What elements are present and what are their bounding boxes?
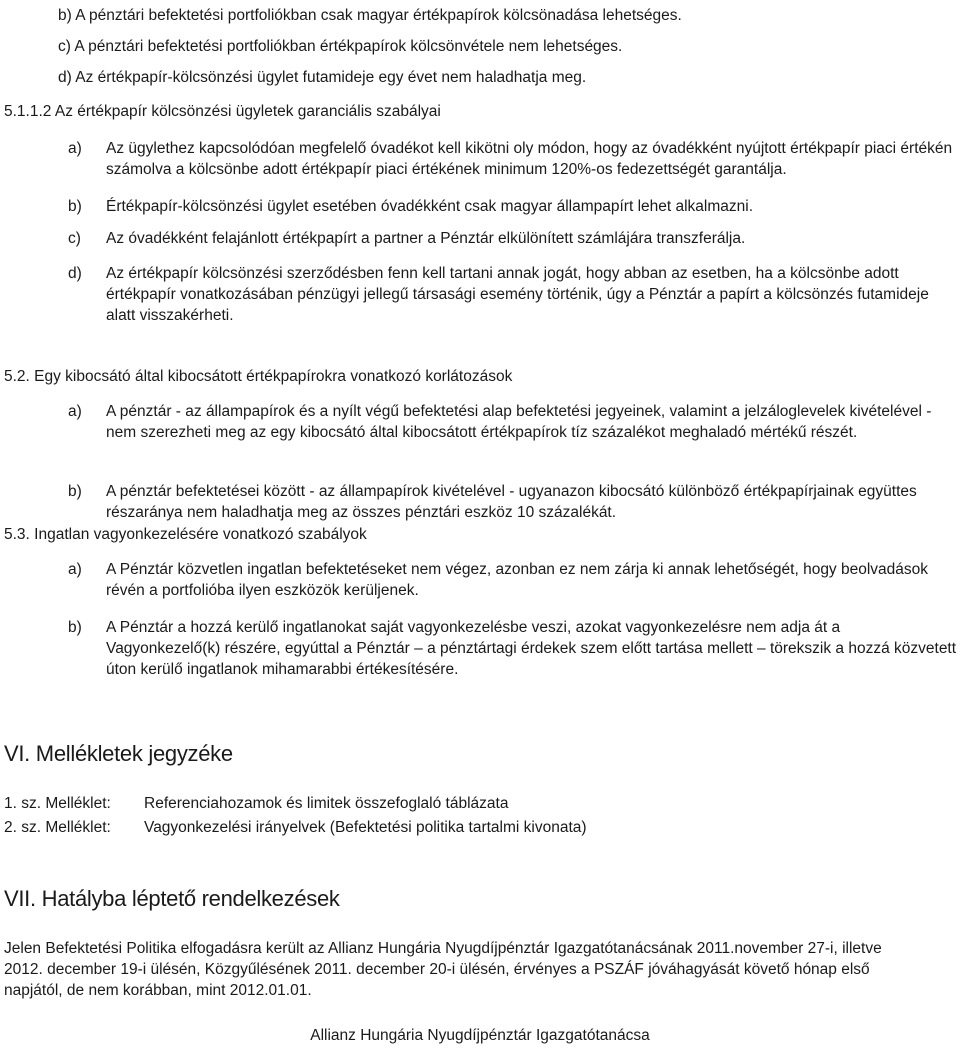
list-item-text: A Pénztár közvetlen ingatlan befektetéseket nem végez, azonban ez nem zárja ki annak lehetőségét, hogy beolvadások révén a portfolióba ilyen eszközök kerüljenek.: [106, 561, 929, 599]
list-marker: a): [68, 561, 82, 578]
annex-title: Vagyonkezelési irányelvek (Befektetési politika tartalmi kivonata): [144, 819, 587, 836]
effective-heading: VII. Hatályba léptető rendelkezések: [4, 886, 340, 911]
list-item-text: Az ügylethez kapcsolódóan megfelelő óvadékot kell kikötni oly módon, hogy az óvadékként nyújtott értékpapír piaci értékén számolva a kölcsönbe adott értékpapír piaci értékének minimum 120%-os fedezettségét garantálja.: [106, 140, 953, 178]
list-item: [68, 138, 958, 180]
list-item-text: Az értékpapír kölcsönzési szerződésben fenn kell tartani annak jogát, hogy abban az esetben, ha a kölcsönbe adott értékpapír vonatkozásában pénzügyi jellegű társasági esemény történik, úgy a Pénztár a papírt a kölcsönzés futamideje alatt visszakérheti.: [106, 265, 929, 324]
list-item: [68, 559, 958, 601]
section-heading-5-2: 5.2. Egy kibocsátó által kibocsátott értékpapírokra vonatkozó korlátozások: [4, 368, 513, 385]
clause-c-line: c) A pénztári befektetési portfoliókban értékpapírok kölcsönvétele nem lehetséges.: [58, 38, 623, 55]
list-item-text: A pénztár befektetései között - az állampapírok kivételével - ugyanazon kibocsátó különböző értékpapírjainak együttes részaránya nem haladhatja meg az összes pénztári eszköz 10 százalékát.: [106, 483, 917, 521]
list-marker: b): [68, 198, 82, 215]
list-marker: d): [68, 265, 82, 282]
section-heading-5-3: 5.3. Ingatlan vagyonkezelésére vonatkozó szabályok: [4, 526, 367, 543]
list-item-text: Az óvadékként felajánlott értékpapírt a partner a Pénztár elkülönített számlájára transzferálja.: [106, 230, 746, 247]
list-item-text: Értékpapír-kölcsönzési ügylet esetében óvadékként csak magyar állampapírt lehet alkalmazni.: [106, 198, 754, 215]
list-item: [68, 617, 958, 680]
annex-row: [4, 817, 587, 839]
annex-title: Referenciahozamok és limitek összefoglaló táblázata: [144, 795, 509, 812]
annex-row: [4, 793, 508, 815]
list-marker: c): [68, 230, 81, 247]
list-item: [68, 196, 958, 217]
list-item-text: A pénztár - az állampapírok és a nyílt végű befektetési alap befektetési jegyeinek, valamint a jelzáloglevelek kivételével - nem szerezheti meg az egy kibocsátó által kibocsátott értékpapírok tíz százalékot meghaladó mértékű részét.: [106, 403, 932, 441]
annex-list-heading: VI. Mellékletek jegyzéke: [4, 741, 233, 766]
clause-b-line: b) A pénztári befektetési portfoliókban csak magyar értékpapírok kölcsönadása lehetséges.: [58, 7, 682, 24]
footer-signature: Allianz Hungária Nyugdíjpénztár Igazgatótanácsa: [310, 1027, 650, 1044]
clause-d-line: d) Az értékpapír-kölcsönzési ügylet futamideje egy évet nem haladhatja meg.: [58, 69, 587, 86]
list-item: [68, 263, 958, 326]
list-marker: b): [68, 483, 82, 500]
list-marker: a): [68, 403, 82, 420]
list-marker: b): [68, 619, 82, 636]
annex-label: 1. sz. Melléklet:: [4, 795, 111, 812]
list-item: [68, 228, 958, 249]
list-marker: a): [68, 140, 82, 157]
list-item: [68, 481, 958, 523]
annex-label: 2. sz. Melléklet:: [4, 819, 111, 836]
list-item-text: A Pénztár a hozzá kerülő ingatlanokat saját vagyonkezelésbe veszi, azokat vagyonkezelésre nem adja át a Vagyonkezelő(k) részére, egyúttal a Pénztár – a pénztártagi érdekek szem előtt tartása mellett – törekszik a hozzá közvetett úton kerülő ingatlanok mihamarabbi értékesítésére.: [106, 619, 957, 678]
list-item: [68, 401, 958, 443]
effective-paragraph: Jelen Befektetési Politika elfogadásra került az Allianz Hungária Nyugdíjpénztár Igazgatótanácsának 2011.november 27-i, illetve 2012. december 19-i ülésén, Közgyűlésének 2011. december 20-i ülésén, érvényes a PSZÁF jóváhagyását követő hónap első napjától, de nem korábban, mint 2012.01.01.: [4, 940, 882, 999]
section-heading-5-1-1-2: 5.1.1.2 Az értékpapír kölcsönzési ügyletek garanciális szabályai: [4, 103, 441, 120]
